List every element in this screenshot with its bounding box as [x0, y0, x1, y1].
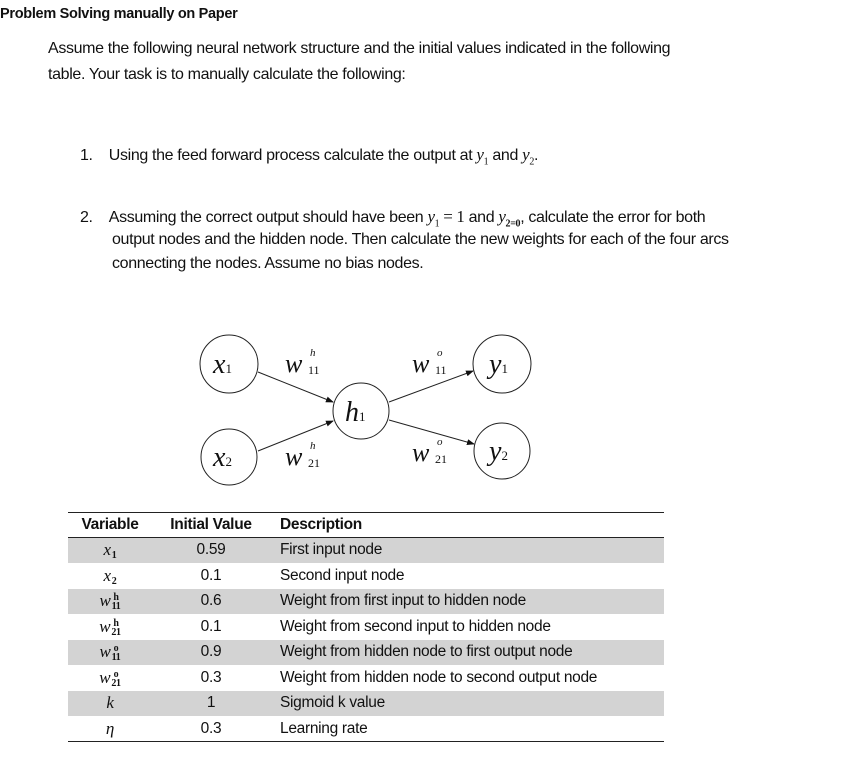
svg-text:y1: y1 — [489, 349, 508, 380]
variable-cell: x 2 — [68, 563, 152, 589]
svg-text:11: 11 — [435, 363, 447, 377]
header-description: Description — [270, 513, 664, 538]
value-cell: 0.9 — [152, 640, 270, 666]
variable-cell: w h 11 — [68, 589, 152, 615]
table-row — [68, 614, 664, 640]
variable-cell: k — [68, 691, 152, 717]
description-cell: Weight from hidden node to second output node — [270, 665, 664, 691]
value-cell: 1 — [152, 691, 270, 717]
table-row — [68, 640, 664, 666]
svg-text:h1: h1 — [345, 397, 366, 428]
weight-label-w21o — [412, 436, 447, 467]
description-cell: Learning rate — [270, 716, 664, 742]
variable-cell: w o 21 — [68, 665, 152, 691]
y1-symbol: $y_1$ — [476, 145, 489, 168]
svg-text:y2: y2 — [489, 436, 508, 467]
value-cell: 0.3 — [152, 665, 270, 691]
svg-text:x1: x1 — [213, 349, 232, 380]
weight-label-w21h — [285, 440, 320, 471]
value-cell: 0.3 — [152, 716, 270, 742]
value-cell: 0.6 — [152, 589, 270, 615]
table-row — [68, 563, 664, 589]
svg-text:h: h — [310, 347, 316, 359]
description-cell: First input node — [270, 538, 664, 564]
variable-cell: w h 21 — [68, 614, 152, 640]
svg-text:21: 21 — [308, 456, 320, 470]
svg-text:o: o — [437, 436, 443, 448]
description-cell: Weight from first input to hidden node — [270, 589, 664, 615]
variable-cell: w o 11 — [68, 640, 152, 666]
description-cell: Weight from hidden node to first output node — [270, 640, 664, 666]
description-cell: Weight from second input to hidden node — [270, 614, 664, 640]
intro-line-1: Assume the following neural network structure and the initial values indicated in the following — [48, 40, 671, 57]
svg-text:w: w — [285, 349, 303, 378]
weight-label-w11h — [285, 347, 320, 378]
variable-cell: x 1 — [68, 538, 152, 564]
weight-label-w11o — [412, 347, 447, 378]
description-cell: Sigmoid k value — [270, 691, 664, 717]
value-cell: 0.1 — [152, 563, 270, 589]
table-row — [68, 665, 664, 691]
value-cell: 0.59 — [152, 538, 270, 564]
header-initial-value: Initial Value — [152, 513, 270, 538]
svg-text:21: 21 — [435, 452, 447, 466]
arc-h1-y2 — [389, 420, 474, 444]
page-title: Problem Solving manually on Paper — [0, 6, 238, 22]
svg-text:11: 11 — [308, 363, 320, 377]
svg-text:w: w — [285, 442, 303, 471]
intro-line-2: table. Your task is to manually calculate the following: — [48, 66, 406, 83]
svg-text:h: h — [310, 440, 316, 452]
svg-text:x2: x2 — [213, 442, 232, 473]
svg-text:w: w — [412, 438, 430, 467]
svg-text:w: w — [412, 349, 430, 378]
task-2-line-3: connecting the nodes. Assume no bias nodes. — [112, 255, 424, 272]
y2-symbol: $y_2$ — [522, 145, 534, 168]
initial-values-table — [68, 512, 664, 742]
task-1: 1. Using the feed forward process calculate the output at $y_1$ and $y_2$. — [80, 145, 539, 168]
table-row — [68, 716, 664, 742]
description-cell: Second input node — [270, 563, 664, 589]
header-variable: Variable — [68, 513, 152, 538]
variable-cell: η — [68, 716, 152, 742]
task-number: 1. — [80, 147, 93, 164]
table-row — [68, 538, 664, 564]
table-row — [68, 691, 664, 717]
table-row — [68, 589, 664, 615]
task-2: 2. Assuming the correct output should have been $y_1 = 1$ and $y_{2=0}$, calculate the error for both — [80, 207, 706, 230]
svg-text:o: o — [437, 347, 443, 359]
arc-h1-y1 — [389, 371, 473, 402]
task-2-line-2: output nodes and the hidden node. Then calculate the new weights for each of the four arcs — [112, 231, 729, 248]
value-cell: 0.1 — [152, 614, 270, 640]
